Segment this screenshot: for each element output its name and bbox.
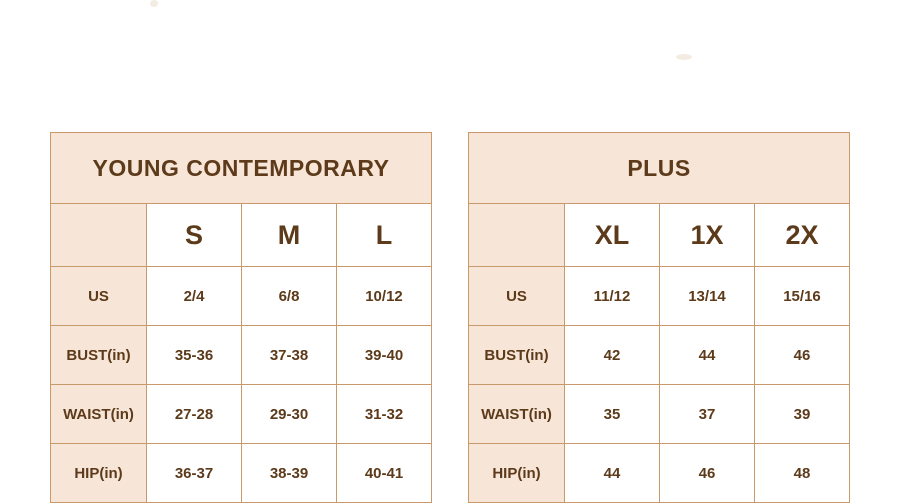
cell-waist-l: 31-32: [337, 385, 432, 444]
table-row: [51, 385, 432, 444]
corner-cell: [469, 204, 565, 267]
cell-waist-1x: 37: [660, 385, 755, 444]
cell-hip-2x: 48: [755, 444, 850, 503]
table-row: [469, 385, 850, 444]
table-title-row: [51, 133, 432, 204]
cell-us-xl: 11/12: [565, 267, 660, 326]
cell-us-m: 6/8: [242, 267, 337, 326]
row-header-bust: BUST(in): [469, 326, 565, 385]
cell-hip-1x: 46: [660, 444, 755, 503]
table-row: [469, 267, 850, 326]
cell-waist-m: 29-30: [242, 385, 337, 444]
cell-us-l: 10/12: [337, 267, 432, 326]
row-header-waist: WAIST(in): [51, 385, 147, 444]
table-title: PLUS: [469, 133, 850, 204]
table-row: [51, 444, 432, 503]
size-table-plus: [468, 132, 850, 503]
cell-hip-s: 36-37: [147, 444, 242, 503]
column-header-1x: 1X: [660, 204, 755, 267]
table-title-row: [469, 133, 850, 204]
table-header-row: [469, 204, 850, 267]
cell-hip-m: 38-39: [242, 444, 337, 503]
column-header-l: L: [337, 204, 432, 267]
cell-bust-s: 35-36: [147, 326, 242, 385]
cell-us-2x: 15/16: [755, 267, 850, 326]
cell-us-s: 2/4: [147, 267, 242, 326]
row-header-hip: HIP(in): [51, 444, 147, 503]
row-header-waist: WAIST(in): [469, 385, 565, 444]
cell-waist-s: 27-28: [147, 385, 242, 444]
table-header-row: [51, 204, 432, 267]
decorative-speck: [150, 0, 158, 7]
cell-us-1x: 13/14: [660, 267, 755, 326]
table-row: [469, 326, 850, 385]
cell-bust-xl: 42: [565, 326, 660, 385]
table-row: [51, 326, 432, 385]
cell-hip-xl: 44: [565, 444, 660, 503]
size-tables-container: [0, 132, 900, 503]
row-header-us: US: [469, 267, 565, 326]
row-header-bust: BUST(in): [51, 326, 147, 385]
cell-waist-xl: 35: [565, 385, 660, 444]
table-row: [469, 444, 850, 503]
table-row: [51, 267, 432, 326]
cell-bust-2x: 46: [755, 326, 850, 385]
column-header-xl: XL: [565, 204, 660, 267]
row-header-hip: HIP(in): [469, 444, 565, 503]
cell-waist-2x: 39: [755, 385, 850, 444]
cell-hip-l: 40-41: [337, 444, 432, 503]
column-header-2x: 2X: [755, 204, 850, 267]
column-header-m: M: [242, 204, 337, 267]
decorative-speck: [676, 54, 692, 60]
table-title: YOUNG CONTEMPORARY: [51, 133, 432, 204]
size-table-young-contemporary: [50, 132, 432, 503]
corner-cell: [51, 204, 147, 267]
cell-bust-l: 39-40: [337, 326, 432, 385]
cell-bust-m: 37-38: [242, 326, 337, 385]
column-header-s: S: [147, 204, 242, 267]
row-header-us: US: [51, 267, 147, 326]
cell-bust-1x: 44: [660, 326, 755, 385]
